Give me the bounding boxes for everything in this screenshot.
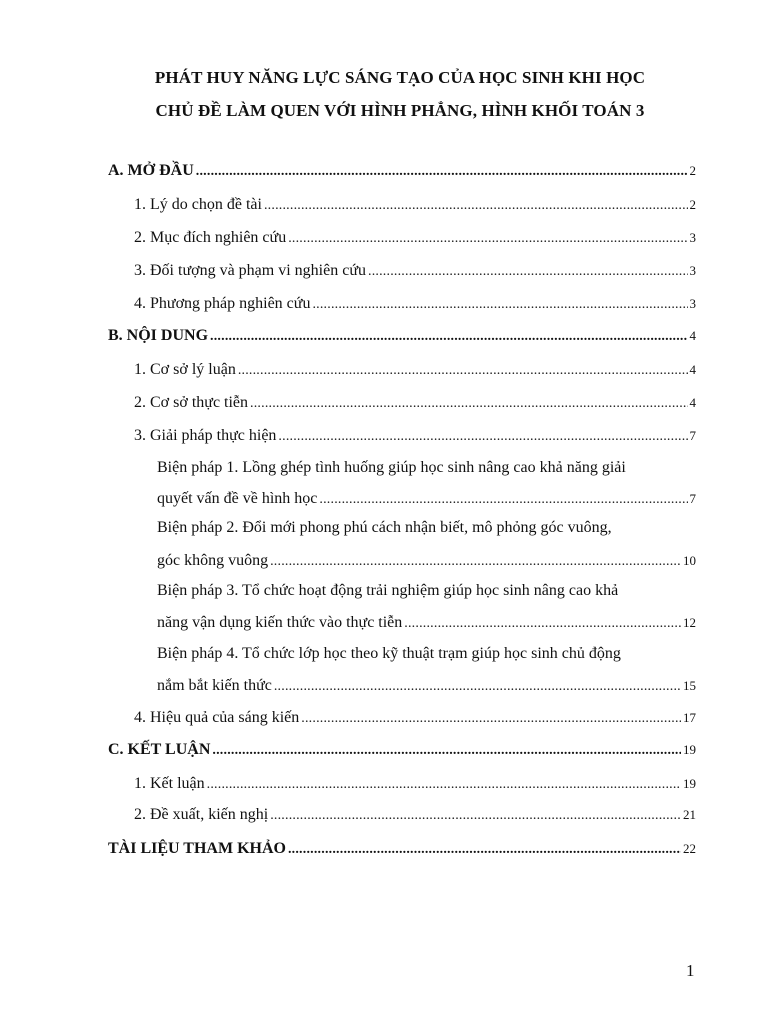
- toc-label: 1. Cơ sở lý luận: [134, 361, 236, 378]
- toc-entry-measure-2-line-1[interactable]: Biện pháp 2. Đổi mới phong phú cách nhận biết, mô phỏng góc vuông,: [157, 519, 612, 536]
- toc-entry-measure-3[interactable]: [157, 614, 696, 632]
- dot-leader: [210, 329, 687, 345]
- toc-label: 1. Lý do chọn đề tài: [134, 196, 262, 213]
- toc-entry-c2[interactable]: [134, 806, 696, 824]
- toc-page-number: 4: [689, 362, 696, 377]
- dot-leader: [274, 679, 681, 695]
- toc-entry-measure-1-line-1[interactable]: Biện pháp 1. Lồng ghép tình huống giúp học sinh nâng cao khả năng giải: [157, 459, 626, 476]
- toc-label: TÀI LIỆU THAM KHẢO: [108, 840, 286, 857]
- toc-entry-measure-1[interactable]: [157, 490, 696, 508]
- toc-page-number: 19: [683, 742, 696, 757]
- page-number: 1: [686, 961, 695, 980]
- toc-page-number: 2: [689, 197, 696, 212]
- toc-page-number: 17: [683, 710, 696, 725]
- toc-entry-b4[interactable]: [134, 709, 696, 727]
- toc-page-number: 12: [683, 615, 696, 630]
- toc-entry-a4[interactable]: [134, 295, 696, 313]
- document-title-line-1: PHÁT HUY NĂNG LỰC SÁNG TẠO CỦA HỌC SINH KHI HỌC: [154, 68, 646, 87]
- dot-leader: [238, 363, 688, 379]
- dot-leader: [212, 743, 681, 759]
- dot-leader: [207, 777, 681, 793]
- toc-entry-a[interactable]: [108, 162, 696, 180]
- dot-leader: [301, 711, 681, 727]
- dot-leader: [288, 231, 687, 247]
- toc-page-number: 10: [683, 553, 696, 568]
- toc-page-number: 3: [689, 263, 696, 278]
- toc-page-number: 21: [683, 807, 696, 822]
- toc-entry-b1[interactable]: [134, 361, 696, 379]
- toc-entry-a2[interactable]: [134, 229, 696, 247]
- dot-leader: [270, 554, 681, 570]
- toc-label: 1. Kết luận: [134, 775, 205, 792]
- toc-entry-measure-4-line-1[interactable]: Biện pháp 4. Tổ chức lớp học theo kỹ thuật trạm giúp học sinh chủ động: [157, 645, 621, 662]
- toc-label: năng vận dụng kiến thức vào thực tiễn: [157, 614, 403, 631]
- toc-page-number: 15: [683, 678, 696, 693]
- toc-label: 3. Đối tượng và phạm vi nghiên cứu: [134, 262, 366, 279]
- toc-entry-c[interactable]: [108, 741, 696, 759]
- toc-entry-references[interactable]: [108, 840, 696, 858]
- toc-entry-measure-4[interactable]: [157, 677, 696, 695]
- document-title-line-2: CHỦ ĐỀ LÀM QUEN VỚI HÌNH PHẲNG, HÌNH KHỐI TOÁN 3: [155, 101, 645, 120]
- toc-page-number: 4: [689, 395, 696, 410]
- toc-label: B. NỘI DUNG: [108, 327, 209, 344]
- toc-label: C. KẾT LUẬN: [108, 741, 211, 758]
- toc-entry-measure-2[interactable]: [157, 552, 696, 570]
- toc-label: 4. Phương pháp nghiên cứu: [134, 295, 311, 312]
- dot-leader: [250, 396, 687, 412]
- toc-label: 2. Mục đích nghiên cứu: [134, 229, 287, 246]
- dot-leader: [196, 164, 688, 180]
- dot-leader: [278, 429, 687, 445]
- dot-leader: [270, 808, 681, 824]
- dot-leader: [288, 842, 681, 858]
- toc-entry-b[interactable]: [108, 327, 696, 345]
- toc-label: quyết vấn đề về hình học: [157, 490, 318, 507]
- toc-label: 3. Giải pháp thực hiện: [134, 427, 277, 444]
- dot-leader: [319, 492, 687, 508]
- toc-label: nắm bắt kiến thức: [157, 677, 272, 694]
- dot-leader: [404, 616, 681, 632]
- toc-label: 4. Hiệu quả của sáng kiến: [134, 709, 300, 726]
- dot-leader: [264, 198, 688, 214]
- toc-page-number: 2: [689, 163, 696, 178]
- toc-label: 2. Đề xuất, kiến nghị: [134, 806, 269, 823]
- toc-entry-b3[interactable]: [134, 427, 696, 445]
- toc-page-number: 7: [689, 491, 696, 506]
- toc-page-number: 7: [689, 428, 696, 443]
- toc-entry-a3[interactable]: [134, 262, 696, 280]
- toc-page-number: 4: [689, 328, 696, 343]
- toc-page-number: 3: [689, 230, 696, 245]
- toc-page-number: 3: [689, 296, 696, 311]
- toc-label: góc không vuông: [157, 552, 269, 569]
- toc-page-number: 22: [683, 841, 696, 856]
- toc-page-number: 19: [683, 776, 696, 791]
- dot-leader: [312, 297, 687, 313]
- toc-entry-b2[interactable]: [134, 394, 696, 412]
- toc-entry-a1[interactable]: [134, 196, 696, 214]
- toc-entry-c1[interactable]: [134, 775, 696, 793]
- toc-label: 2. Cơ sở thực tiễn: [134, 394, 249, 411]
- toc-entry-measure-3-line-1[interactable]: Biện pháp 3. Tổ chức hoạt động trải nghiệm giúp học sinh nâng cao khả: [157, 582, 619, 599]
- toc-label: A. MỞ ĐẦU: [108, 162, 194, 179]
- dot-leader: [368, 264, 688, 280]
